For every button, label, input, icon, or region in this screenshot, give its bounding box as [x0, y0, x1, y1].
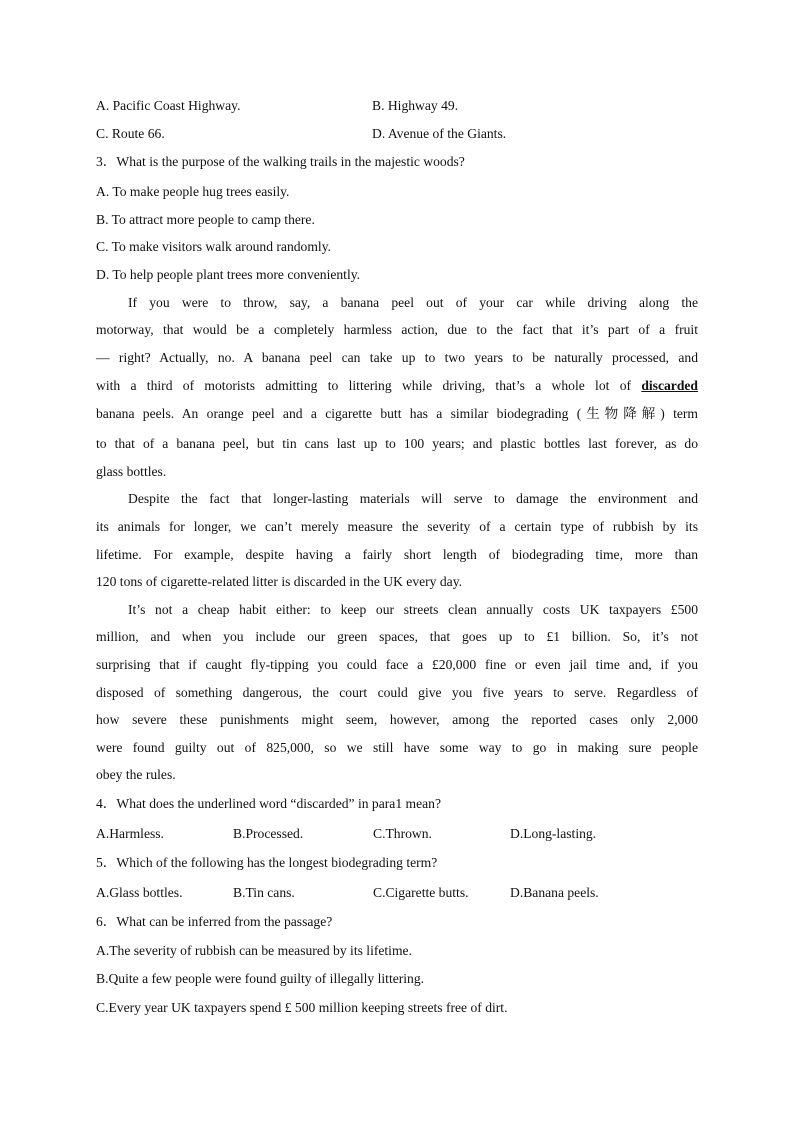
passage-p2-line-2: its animals for longer, we can’t merely measure the severity of a certain type of rubbish by its — [96, 519, 698, 534]
passage-p1-line-1: If you were to throw, say, a banana peel out of your car while driving along the — [128, 295, 698, 310]
passage-p2-line-1: Despite the fact that longer-lasting materials will serve to damage the environment and — [128, 491, 698, 506]
q4-option-b: B.Processed. — [233, 826, 304, 841]
q3-question: 3．What is the purpose of the walking trails in the majestic woods? — [96, 154, 465, 169]
q2-option-d: D. Avenue of the Giants. — [372, 126, 507, 141]
q3-option-b: B. To attract more people to camp there. — [96, 212, 315, 227]
passage-p3-line-7: obey the rules. — [96, 767, 176, 782]
q2-option-c: C. Route 66. — [96, 126, 165, 141]
q4-option-a: A.Harmless. — [96, 826, 164, 841]
passage-p1-line-6: to that of a banana peel, but tin cans last up to 100 years; and plastic bottles last forever, as do — [96, 436, 698, 451]
q2-option-b: B. Highway 49. — [372, 98, 459, 113]
passage-p3-line-5: how severe these punishments might seem, however, among the reported cases only 2,000 — [96, 712, 698, 727]
passage-p1-line-3: — right? Actually, no. A banana peel can take up to two years to be naturally processed, and — [96, 350, 698, 365]
passage-p1-line-4-text: with a third of motorists admitting to littering while driving, that’s a whole lot of — [96, 378, 642, 393]
passage-p1-line-7: glass bottles. — [96, 464, 167, 479]
underlined-word-discarded: discarded — [641, 378, 698, 393]
passage-p3-line-2: million, and when you include our green spaces, that goes up to £1 billion. So, it’s not — [96, 629, 698, 644]
q5-option-b: B.Tin cans. — [233, 885, 295, 900]
q6-option-b: B.Quite a few people were found guilty of illegally littering. — [96, 971, 425, 986]
q4-question: 4．What does the underlined word “discarded” in para1 mean? — [96, 796, 441, 811]
q2-option-row-1 — [96, 97, 698, 115]
q6-question: 6．What can be inferred from the passage? — [96, 914, 333, 929]
q5-question: 5．Which of the following has the longest biodegrading term? — [96, 855, 438, 870]
q3-option-a: A. To make people hug trees easily. — [96, 184, 290, 199]
q5-option-a: A.Glass bottles. — [96, 885, 183, 900]
q2-option-a: A. Pacific Coast Highway. — [96, 98, 241, 113]
q4-option-d: D.Long-lasting. — [510, 826, 597, 841]
q6-option-c: C.Every year UK taxpayers spend £ 500 million keeping streets free of dirt. — [96, 1000, 508, 1015]
q4-option-c: C.Thrown. — [373, 826, 432, 841]
q5-option-c: C.Cigarette butts. — [373, 885, 469, 900]
q3-option-c: C. To make visitors walk around randomly. — [96, 239, 332, 254]
q2-option-row-2 — [96, 125, 698, 143]
q5-option-d: D.Banana peels. — [510, 885, 599, 900]
passage-p2-line-3: lifetime. For example, despite having a fairly short length of biodegrading time, more than — [96, 547, 698, 562]
passage-p1-line-4 — [96, 377, 698, 395]
passage-p1-line-2: motorway, that would be a completely harmless action, due to the fact that it’s part of a fruit — [96, 322, 698, 337]
passage-p3-line-1: It’s not a cheap habit either: to keep our streets clean annually costs UK taxpayers £500 — [128, 602, 698, 617]
passage-p3-line-4: disposed of something dangerous, the court could give you five years to serve. Regardless of — [96, 685, 698, 700]
passage-p3-line-3: surprising that if caught fly-tipping you could face a £20,000 fine or even jail time and, if you — [96, 657, 698, 672]
passage-p1-line-5: banana peels. An orange peel and a cigarette butt has a similar biodegrading (生物降解) term — [96, 406, 698, 421]
passage-p2-line-4: 120 tons of cigarette-related litter is discarded in the UK every day. — [96, 574, 463, 589]
q3-option-d: D. To help people plant trees more conveniently. — [96, 267, 361, 282]
q6-option-a: A.The severity of rubbish can be measured by its lifetime. — [96, 943, 412, 958]
passage-p3-line-6: were found guilty out of 825,000, so we still have some way to go in making sure people — [96, 740, 698, 755]
